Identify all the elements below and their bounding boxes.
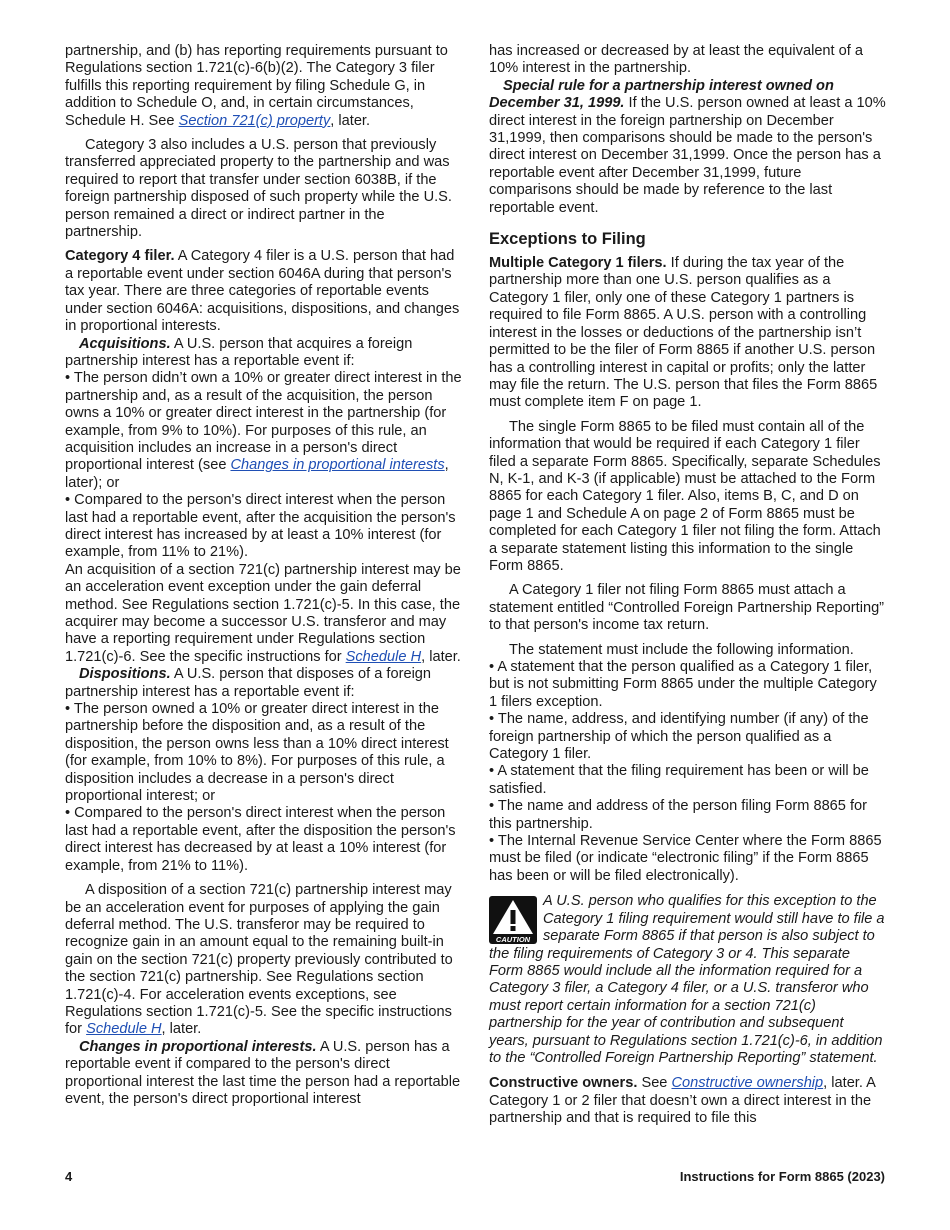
right-top: [489, 43, 887, 217]
paragraph: [65, 370, 463, 492]
page-number: 4: [65, 1169, 73, 1184]
text-run: , later.: [421, 648, 461, 665]
paragraph: [489, 582, 887, 634]
cross-reference-link[interactable]: Schedule H: [86, 1021, 162, 1038]
paragraph: [489, 419, 887, 576]
text-run: A U.S. person that acquires a foreign partnership interest has a reportable event if:: [65, 335, 413, 369]
paragraph: [65, 492, 463, 562]
paragraph: [65, 666, 463, 701]
text-run: partnership, and (b) has reporting requirements pursuant to Regulations section 1.721(c)-6(b)(2). The Category 3 filer fulfills this reporting requirement by filing Schedule G, in addition to Schedule O, and, in certain circumstances, Schedule H. See: [65, 43, 448, 129]
paragraph: [65, 882, 463, 1039]
run-in-heading: Special rule for a partnership interest owned on December 31, 1999.: [489, 77, 834, 112]
paragraph: [489, 1075, 887, 1127]
run-in-heading: Category 4 filer.: [65, 248, 175, 265]
text-run: , later. A Category 1 or 2 filer that doesn’t own a direct interest in the partnership and that is required to file this: [489, 1075, 876, 1127]
cross-reference-link[interactable]: Schedule H: [345, 648, 422, 665]
text-run: • The name, address, and identifying number (if any) of the foreign partnership of which the person qualified as a Category 1 filer.: [489, 711, 869, 763]
paragraph: [65, 336, 463, 371]
paragraph: [489, 763, 887, 798]
paragraph: [489, 255, 887, 412]
paragraph: [65, 805, 463, 875]
text-run: • The name and address of the person filing Form 8865 for this partnership.: [489, 798, 868, 832]
cross-reference-link[interactable]: Changes in proportional interests: [230, 457, 445, 474]
caution-note: [489, 893, 887, 1067]
text-run: A Category 4 filer is a U.S. person that had a reportable event under section 6046A during that person's tax year. There are three categories of reportable events under section 6046A: acquisitions, dispositions, and changes in proportional interests.: [65, 248, 460, 335]
section-heading: Exceptions to Filing: [489, 230, 646, 249]
text-run: , later.: [161, 1021, 202, 1038]
svg-text:CAUTION: CAUTION: [495, 935, 531, 945]
run-in-heading: Multiple Category 1 filers.: [489, 255, 667, 272]
footer-form-title: Instructions for Form 8865 (2023): [679, 1169, 885, 1184]
left-column: [65, 43, 463, 1108]
text-run: • The Internal Revenue Service Center where the Form 8865 must be filed (or indicate “electronic filing” if the Form 8865 has been or will be filed electronically).: [489, 833, 882, 884]
paragraph: [65, 701, 463, 805]
right-body: [489, 255, 887, 885]
text-run: A Category 1 filer not filing Form 8865 must attach a statement entitled “Controlled Foreign Partnership Reporting” to that person's income tax return.: [489, 582, 885, 634]
text-run: If during the tax year of the partnership more than one U.S. person qualifies as a Category 1 filer, only one of these Category 1 partners is required to file Form 8865. A U.S. person with a controlling interest in the losses or deductions of the partnership isn’t permitted to be the filer of Form 8865 if another U.S. person has a controlling interest in capital or profits; only the latter may file the return. The U.S. person that files the Form 8865 must complete item F on page 1.: [489, 255, 878, 411]
paragraph: [489, 833, 887, 885]
paragraph: [489, 798, 887, 833]
text-run: An acquisition of a section 721(c) partnership interest may be an acceleration event exception under the gain deferral method. See Regulations section 1.721(c)-5. In this case, the acquirer may become a successor U.S. transferor and may have a reporting requirement under Regulations section 1.721(c)-6. See the specific instructions for: [65, 561, 461, 665]
paragraph: [65, 562, 463, 666]
text-run: A disposition of a section 721(c) partnership interest may be an acceleration event for purposes of applying the gain deferral method. The U.S. transferor may be required to recognize gain in an amount equal to the remaining built-in gain on the section 721(c) property previously contributed to the section 721(c) partnership. See Regulations section 1.721(c)-4. For acceleration events exceptions, see Regulations section 1.721(c)-5. See the specific instructions for: [65, 882, 453, 1038]
paragraph: [489, 43, 887, 78]
text-run: The single Form 8865 to be filed must contain all of the information that would be required if each Category 1 filer filed a separate Form 8865. Specifically, separate Schedules N, K-1, and K-3 (if applicable) must be attached to the Form 8865 for each Category 1 filer. Also, items B, C, and D on page 1 and Schedule A on page 2 of Form 8865 must be completed for each Category 1 filer not filing the form. Attach a separate statement listing this information to the single Form 8865.: [489, 418, 881, 574]
paragraph: [489, 78, 887, 217]
right-column: [489, 43, 887, 1128]
text-run: has increased or decreased by at least the equivalent of a 10% interest in the partnership.: [489, 43, 864, 77]
caution-icon: [489, 896, 537, 944]
run-in-heading: Acquisitions.: [79, 335, 171, 352]
cross-reference-link[interactable]: Section 721(c) property: [178, 112, 331, 129]
text-run: Category 3 also includes a U.S. person that previously transferred appreciated property to the partnership and was required to report that transfer under section 6038B, if the foreign partnership disposed of such property while the U.S. person remained a direct or indirect partner in the partnership.: [65, 137, 452, 241]
paragraph: [489, 642, 887, 659]
text-run: • A statement that the filing requirement has been or will be satisfied.: [489, 763, 869, 797]
paragraph: [489, 659, 887, 711]
text-run: See: [637, 1075, 672, 1092]
caution-text: A U.S. person who qualifies for this exception to the Category 1 filing requirement would still have to file a separate Form 8865 if that person is also subject to the filing requirements of Category 3 or 4. This separate Form 8865 would include all the information required for a Category 3 filer, a Category 4 filer, or a U.S. transferor who must report certain information for a section 721(c) partnership for the year of contribution and subsequent years, pursuant to Regulations section 1.721(c)-6, in addition to the “Controlled Foreign Partnership Reporting” statement.: [489, 893, 885, 1066]
run-in-heading: Constructive owners.: [489, 1075, 638, 1092]
text-run: • Compared to the person's direct interest when the person last had a reportable event, after the acquisition the person's direct interest has increased by at least a 10% interest (for example, from 11% to 21%).: [65, 492, 456, 561]
run-in-heading: Changes in proportional interests.: [79, 1038, 317, 1055]
paragraph: [65, 43, 463, 130]
text-run: , later.: [330, 112, 371, 129]
text-run: If the U.S. person owned at least a 10% direct interest in the foreign partnership on December 31,1999, then comparisons should be made to the person's direct interest on December 31,1999. Once the person has a reportable event after December 31,1999, future comparisons should be made by reference to the last reportable event.: [489, 95, 886, 216]
text-run: • A statement that the person qualified as a Category 1 filer, but is not submitting Form 8865 under the multiple Category 1 filers exception.: [489, 659, 877, 710]
cross-reference-link[interactable]: Constructive ownership: [671, 1075, 824, 1092]
paragraph: [65, 1039, 463, 1109]
right-bottom: [489, 1075, 887, 1127]
paragraph: [65, 248, 463, 335]
text-run: A U.S. person that disposes of a foreign partnership interest has a reportable event if:: [65, 666, 432, 700]
text-run: • The person owned a 10% or greater direct interest in the partnership before the disposition and, as a result of the disposition, the person owns less than a 10% direct interest (for example, from 10% to 8%). For purposes of this rule, a disposition includes a decrease in a person's direct proportional interest; or: [65, 701, 449, 805]
text-run: • The person didn’t own a 10% or greater direct interest in the partnership and, as a result of the acquisition, the person owns a 10% or greater direct interest in the partnership (for example, from 9% to 10%). For purposes of this rule, an acquisition includes an increase in a person's direct proportional interest (see: [65, 370, 462, 474]
text-run: A U.S. person has a reportable event if compared to the person's direct proportional interest the last time the person had a reportable event, the person's direct proportional interest: [65, 1038, 461, 1107]
paragraph: [65, 137, 463, 241]
text-run: , later); or: [65, 457, 449, 491]
run-in-heading: Dispositions.: [79, 666, 171, 683]
paragraph: [489, 711, 887, 763]
text-run: • Compared to the person's direct interest when the person last had a reportable event, after the disposition the person's direct interest has decreased by at least a 10% interest (for example, from 21% to 11%).: [65, 805, 456, 874]
text-run: The statement must include the following information.: [509, 641, 854, 658]
